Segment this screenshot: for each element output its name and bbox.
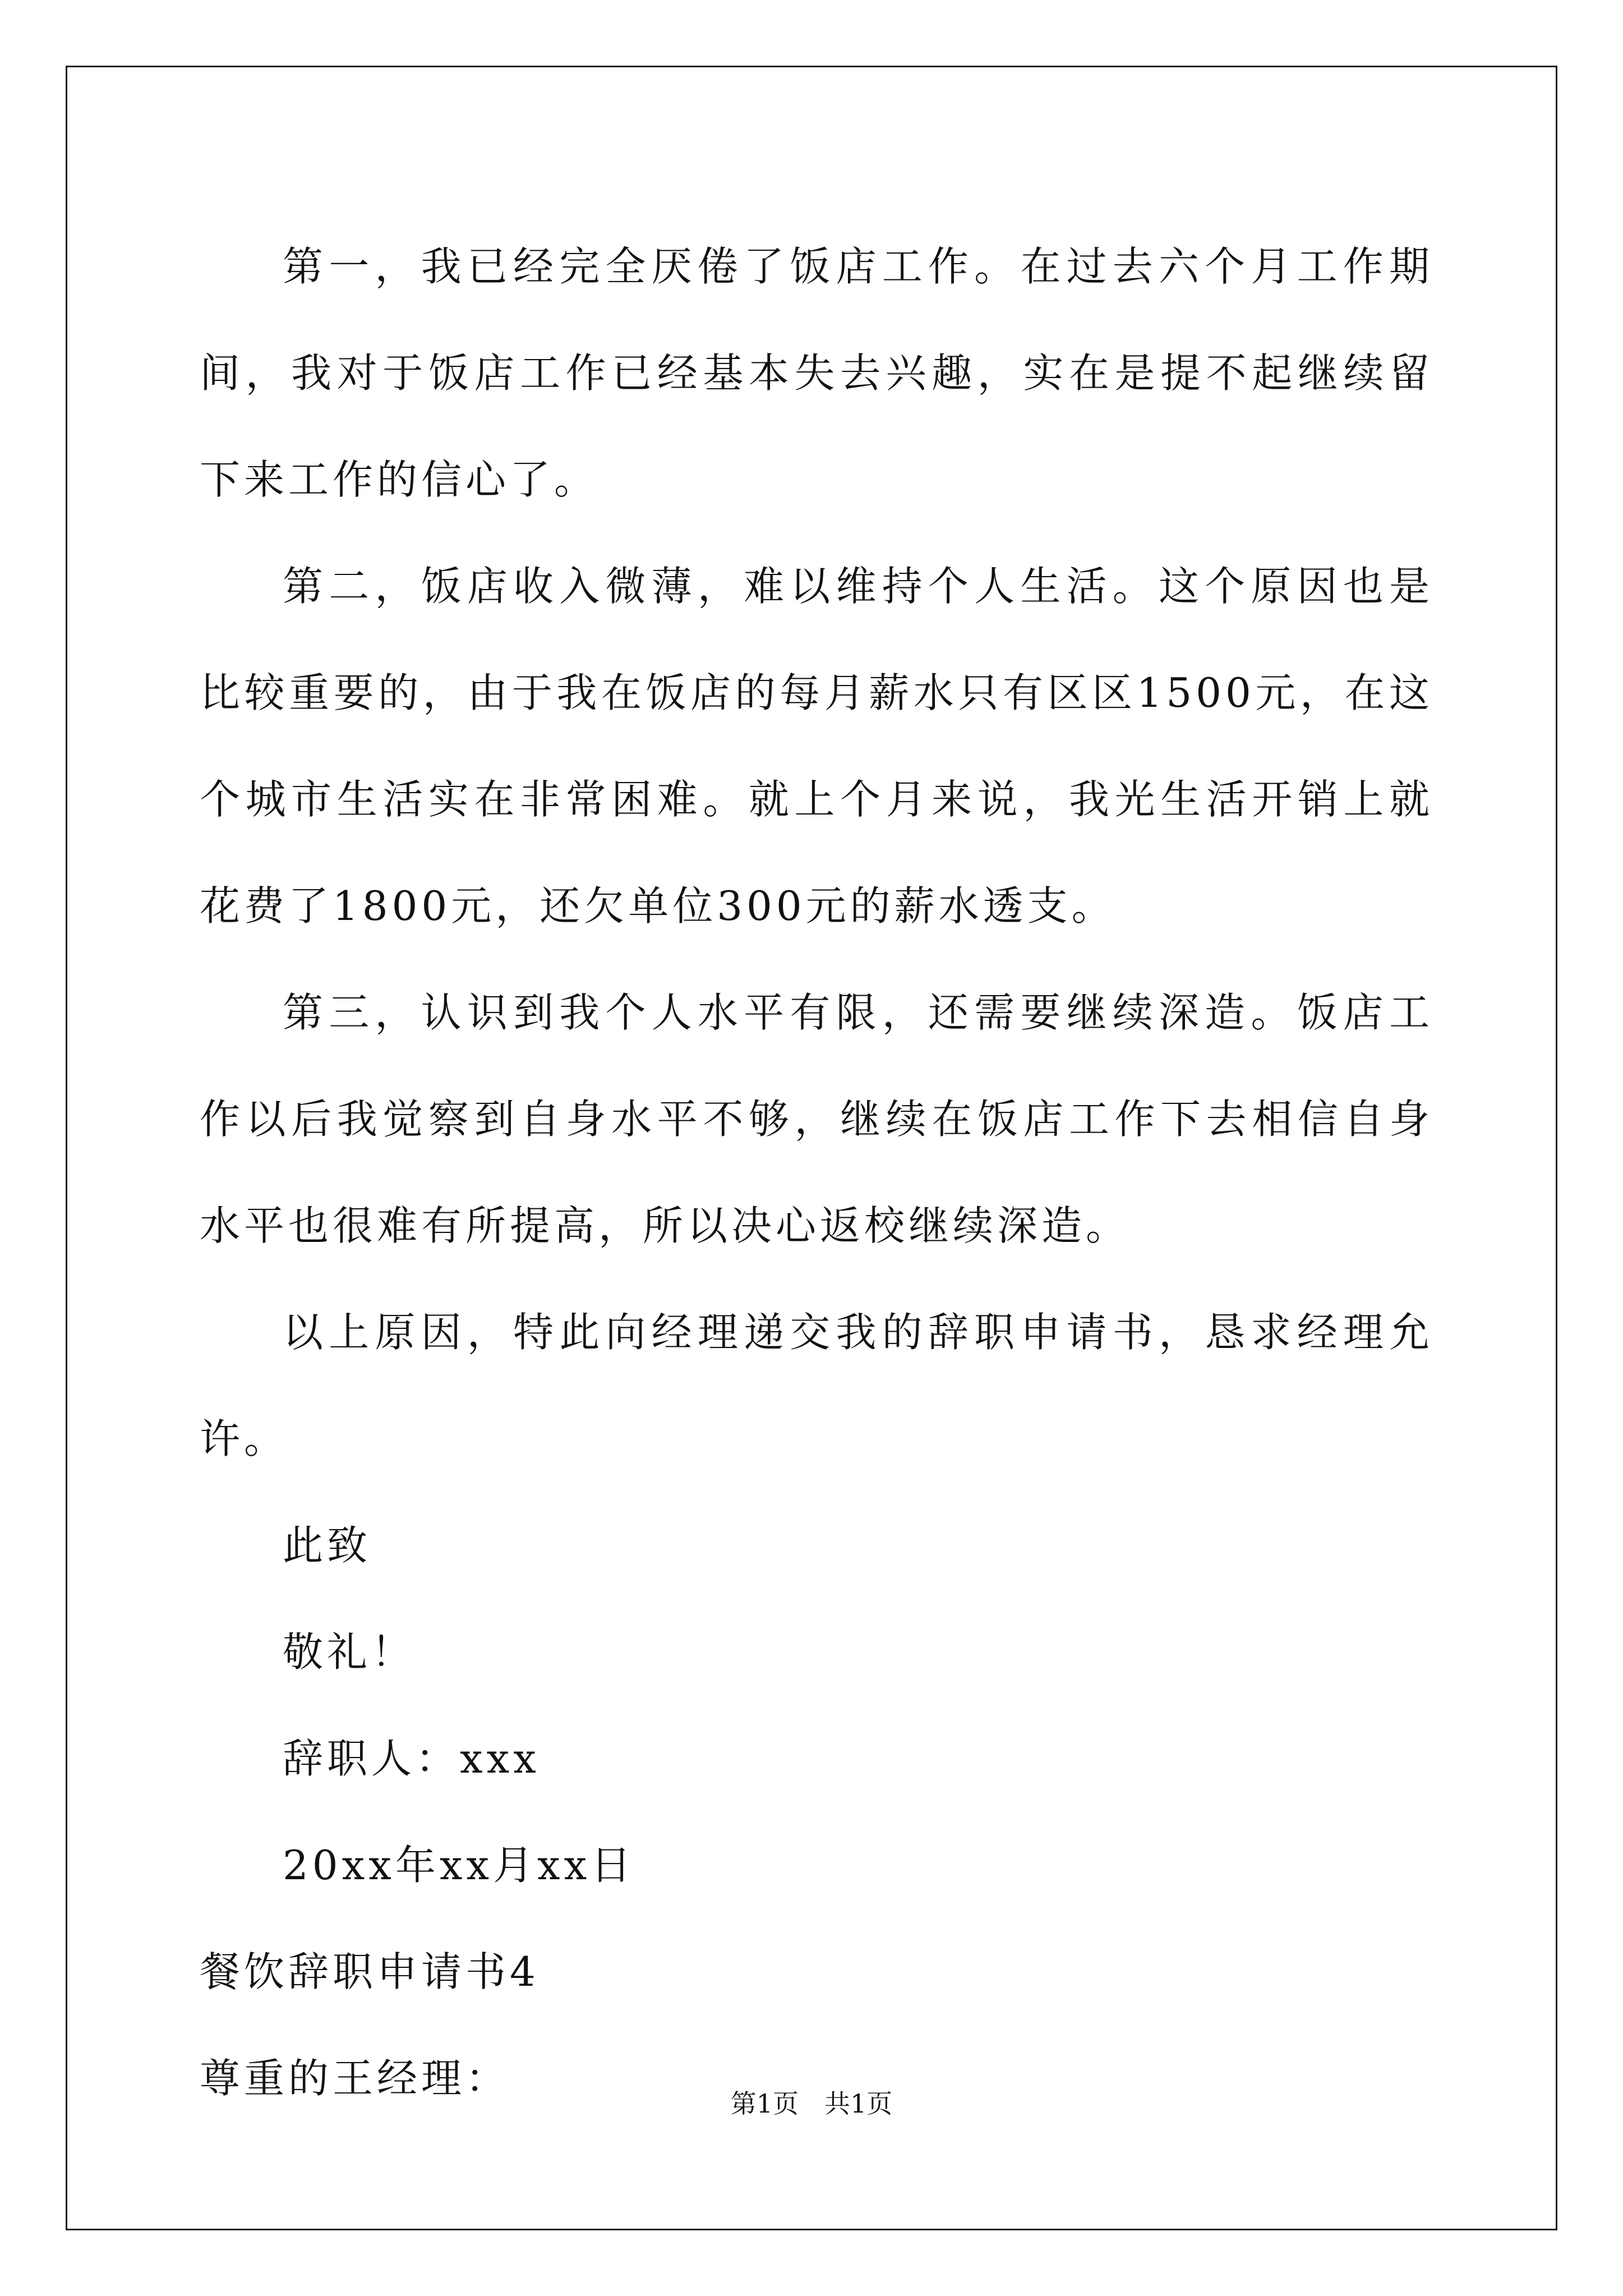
paragraph-reason-3: 第三，认识到我个人水平有限，还需要继续深造。饭店工作以后我觉察到自身水平不够，继续在饭店工作下去相信自身水平也很难有所提高，所以决心返校继续深造。	[200, 989, 1433, 1249]
closing-text: 此致	[283, 1522, 372, 1569]
paragraph-conclusion: 以上原因，特此向经理递交我的辞职申请书，恳求经理允许。	[200, 1309, 1433, 1462]
next-letter-title: 餐饮辞职申请书4	[200, 1948, 540, 1995]
page-number: 第1页	[730, 2088, 799, 2119]
page-footer	[0, 2087, 1623, 2120]
paragraph-reason-1: 第一，我已经完全厌倦了饭店工作。在过去六个月工作期间，我对于饭店工作已经基本失去兴趣，实在是提不起继续留下来工作的信心了。	[200, 243, 1433, 503]
paragraph-reason-2: 第二，饭店收入微薄，难以维持个人生活。这个原因也是比较重要的，由于我在饭店的每月薪水只有区区1500元，在这个城市生活实在非常困难。就上个月来说，我光生活开销上就花费了1800元，还欠单位300元的薪水透支。	[200, 563, 1433, 930]
page-total: 共1页	[824, 2088, 893, 2119]
document-body	[200, 213, 1433, 2132]
salute-text: 敬礼！	[283, 1628, 416, 1676]
date-text: 20xx年xx月xx日	[283, 1842, 635, 1889]
signature-text: 辞职人：xxx	[283, 1735, 540, 1782]
next-letter-greeting: 尊重的王经理：	[200, 2055, 510, 2102]
